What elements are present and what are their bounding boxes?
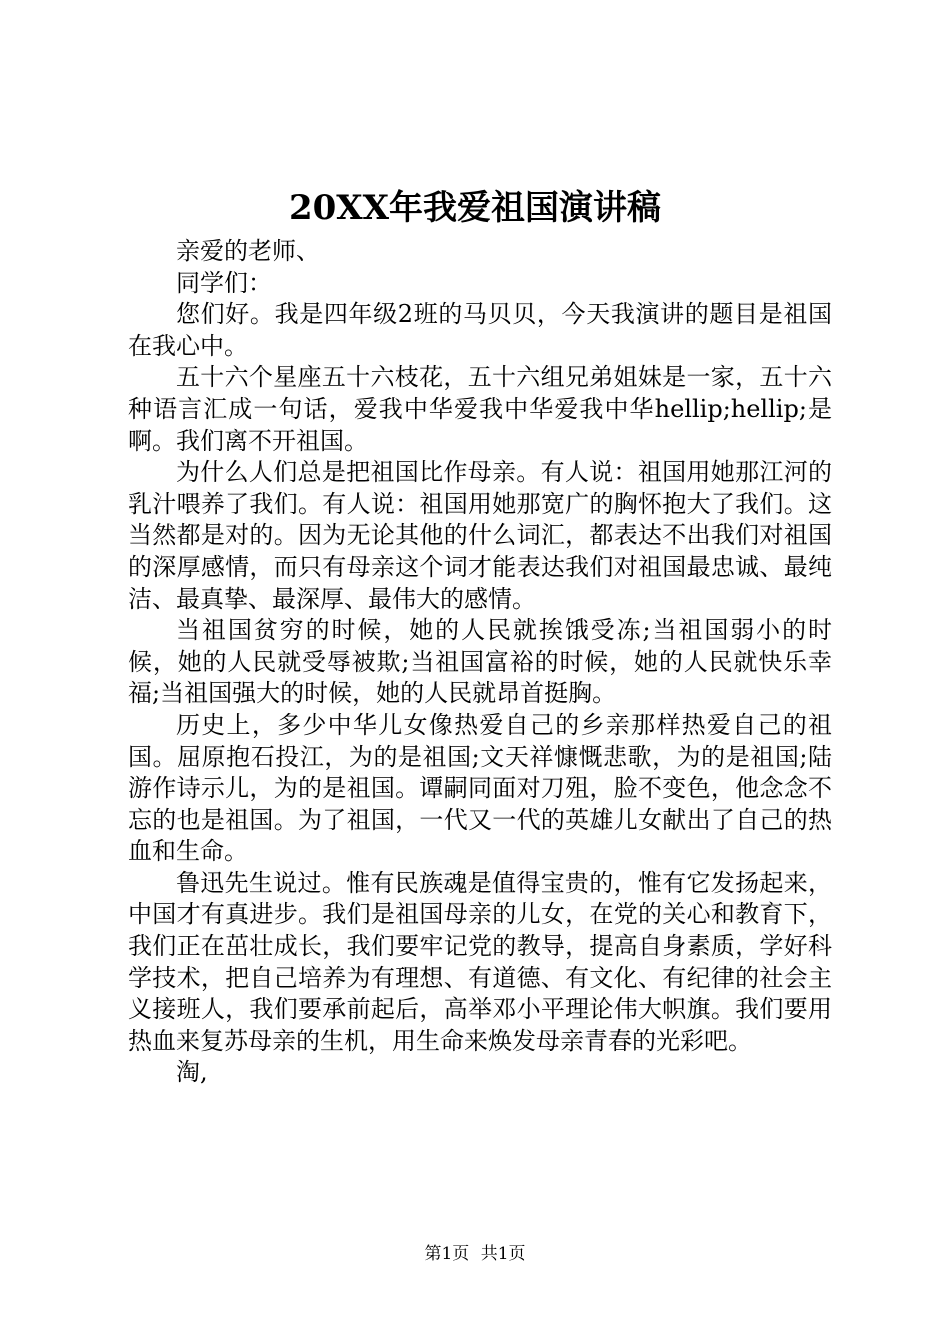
- paragraph-lu-xun: 鲁迅先生说过。惟有民族魂是值得宝贵的，惟有它发扬起来，中国才有真进步。我们是祖国母亲的儿女，在党的关心和教育下，我们正在茁壮成长，我们要牢记党的教导，提高自身素质，学好科学技术，把自己培养为有理想、有道德、有文化、有纪律的社会主义接班人，我们要承前起后，高举邓小平理论伟大帜旗。我们要用热血来复苏母亲的生机，用生命来焕发母亲青春的光彩吧。: [128, 868, 832, 1055]
- page-number: 第1页: [424, 1244, 470, 1264]
- document-body: [128, 236, 832, 1089]
- paragraph-salutation-1: 亲爱的老师、: [176, 237, 320, 265]
- paragraph-greeting: 您们好。我是四年级2班的马贝贝，今天我演讲的题目是祖国在我心中。: [128, 300, 832, 360]
- page-footer: [0, 1243, 950, 1265]
- paragraph-ending: 淘,: [176, 1058, 208, 1087]
- page-total: 共1页: [480, 1244, 526, 1264]
- paragraph-mother: 为什么人们总是把祖国比作母亲。有人说：祖国用她那江河的乳汁喂养了我们。有人说：祖国用她那宽广的胸怀抱大了我们。这当然都是对的。因为无论其他的什么词汇，都表达不出我们对祖国的深厚感情，而只有母亲这个词才能表达我们对祖国最忠诚、最纯洁、最真挚、最深厚、最伟大的感情。: [128, 458, 832, 613]
- paragraph-poor-rich: 当祖国贫穷的时候，她的人民就挨饿受冻;当祖国弱小的时候，她的人民就受辱被欺;当祖国富裕的时候，她的人民就快乐幸福;当祖国强大的时候，她的人民就昂首挺胸。: [128, 616, 832, 708]
- paragraph-56-flowers: 五十六个星座五十六枝花，五十六组兄弟姐妹是一家，五十六种语言汇成一句话，爱我中华爱我中华爱我中华hellip;hellip;是啊。我们离不开祖国。: [128, 363, 832, 455]
- document-title: 20XX年我爱祖国演讲稿: [288, 188, 662, 228]
- paragraph-history: 历史上，多少中华儿女像热爱自己的乡亲那样热爱自己的祖国。屈原抱石投江，为的是祖国;文天祥慷慨悲歌，为的是祖国;陆游作诗示儿，为的是祖国。谭嗣同面对刀殂，脸不变色，他念念不忘的也是祖国。为了祖国，一代又一代的英雄儿女献出了自己的热血和生命。: [128, 710, 832, 866]
- paragraph-salutation-2: 同学们：: [176, 268, 272, 297]
